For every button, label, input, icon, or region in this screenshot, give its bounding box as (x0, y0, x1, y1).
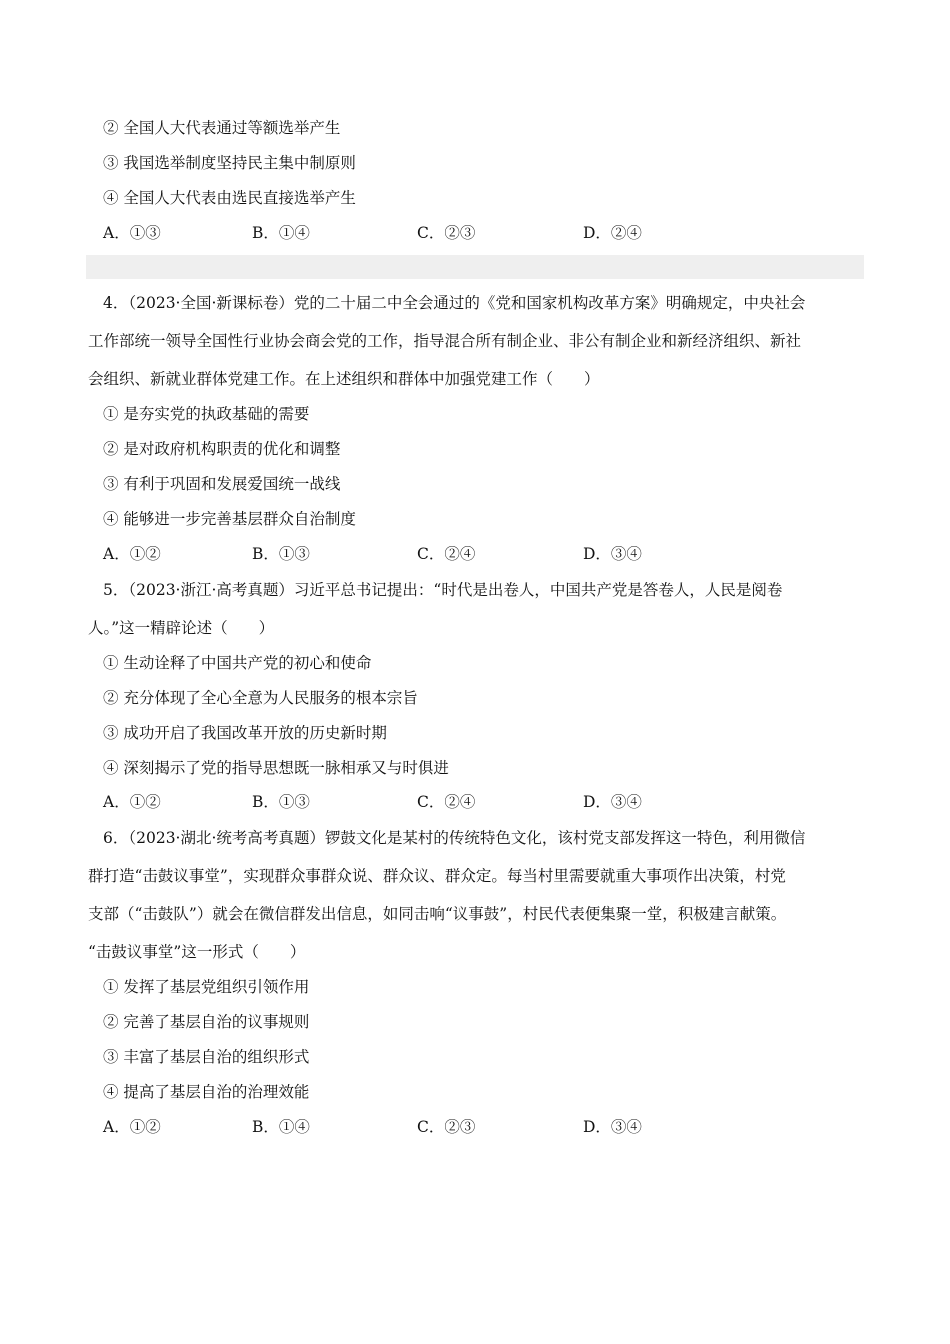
question-4-line-3: 会组织、新就业群体党建工作。在上述组织和群体中加强党建工作（ ） (88, 370, 600, 388)
choice-c: C．②④ (417, 545, 476, 563)
choice-b: B．①③ (252, 545, 310, 563)
question-4-line-1: 4．（2023·全国·新课标卷）党的二十届二中全会通过的《党和国家机构改革方案》明确规定，中央社会 (103, 294, 806, 312)
option-line: ③ 有利于巩固和发展爱国统一战线 (103, 475, 341, 493)
choice-d: D．③④ (583, 545, 642, 563)
option-line: ① 发挥了基层党组织引领作用 (103, 978, 310, 996)
choice-a: A．①② (103, 793, 161, 811)
choice-a: A．①② (103, 1118, 161, 1136)
option-line: ④ 提高了基层自治的治理效能 (103, 1083, 310, 1101)
option-line: ② 是对政府机构职责的优化和调整 (103, 440, 341, 458)
choice-c: C．②③ (417, 1118, 476, 1136)
choice-d: D．②④ (583, 224, 642, 242)
choice-d: D．③④ (583, 1118, 642, 1136)
question-6-line-3: 支部（“击鼓队”）就会在微信群发出信息，如同击响“议事鼓”，村民代表便集聚一堂，积极建言献策。 (88, 905, 787, 923)
option-line: ② 充分体现了全心全意为人民服务的根本宗旨 (103, 689, 418, 707)
question-6-line-4: “击鼓议事堂”这一形式（ ） (88, 943, 306, 961)
option-line: ③ 我国选举制度坚持民主集中制原则 (103, 154, 356, 172)
option-line: ① 是夯实党的执政基础的需要 (103, 405, 310, 423)
choice-a: A．①③ (103, 224, 161, 242)
choice-b: B．①③ (252, 793, 310, 811)
question-6-line-1: 6．（2023·湖北·统考高考真题）锣鼓文化是某村的传统特色文化，该村党支部发挥这一特色，利用微信 (103, 829, 806, 847)
choice-b: B．①④ (252, 224, 310, 242)
question-6-line-2: 群打造“击鼓议事堂”，实现群众事群众说、群众议、群众定。每当村里需要就重大事项作出决策，村党 (88, 867, 786, 885)
option-line: ④ 深刻揭示了党的指导思想既一脉相承又与时俱进 (103, 759, 449, 777)
option-line: ① 生动诠释了中国共产党的初心和使命 (103, 654, 372, 672)
option-line: ④ 全国人大代表由选民直接选举产生 (103, 189, 356, 207)
choice-c: C．②④ (417, 793, 476, 811)
option-line: ② 全国人大代表通过等额选举产生 (103, 119, 341, 137)
choice-d: D．③④ (583, 793, 642, 811)
question-5-line-2: 人。”这一精辟论述（ ） (88, 619, 275, 637)
option-line: ③ 成功开启了我国改革开放的历史新时期 (103, 724, 387, 742)
choice-a: A．①② (103, 545, 161, 563)
option-line: ④ 能够进一步完善基层群众自治制度 (103, 510, 356, 528)
option-line: ③ 丰富了基层自治的组织形式 (103, 1048, 310, 1066)
section-divider (86, 255, 864, 279)
question-4-line-2: 工作部统一领导全国性行业协会商会党的工作，指导混合所有制企业、非公有制企业和新经济组织、新社 (88, 332, 802, 350)
choice-b: B．①④ (252, 1118, 310, 1136)
choice-c: C．②③ (417, 224, 476, 242)
question-5-line-1: 5．（2023·浙江·高考真题）习近平总书记提出：“时代是出卷人，中国共产党是答卷人，人民是阅卷 (103, 581, 783, 599)
option-line: ② 完善了基层自治的议事规则 (103, 1013, 310, 1031)
